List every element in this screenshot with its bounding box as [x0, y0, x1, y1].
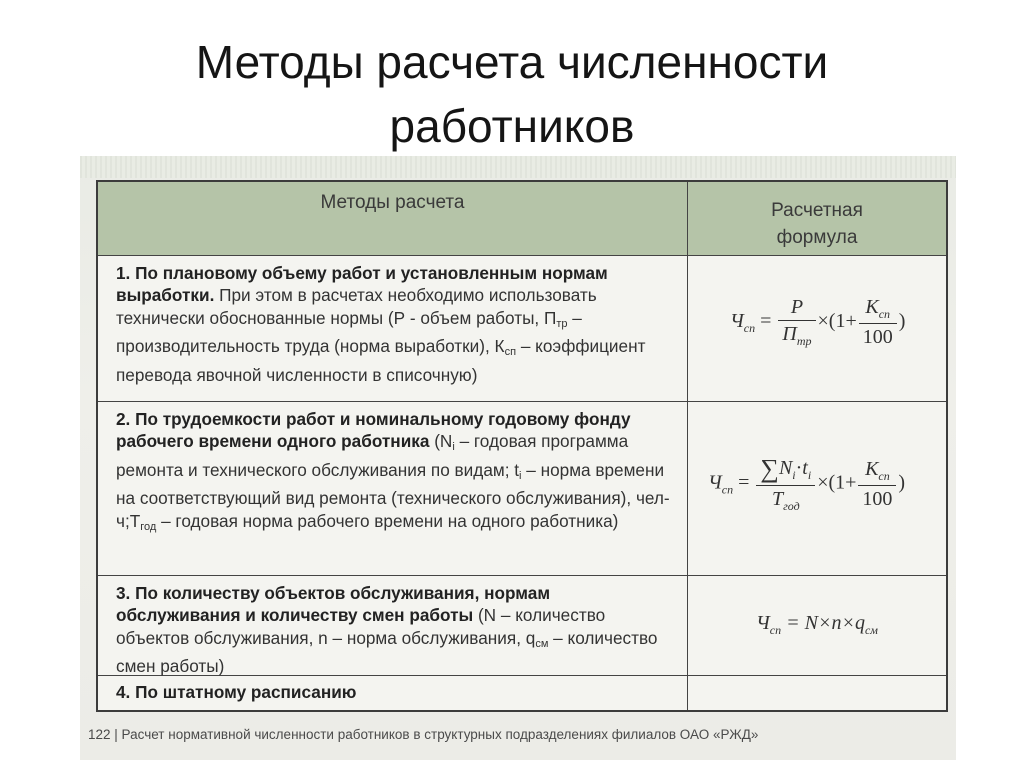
formula-fraction — [756, 454, 815, 514]
method-cell — [98, 256, 688, 401]
method-cell — [98, 676, 688, 710]
method-desc: – норма времени на соответствующий вид ремонта (технического обслуживания), чел-ч;T — [116, 459, 670, 531]
slide-title — [0, 30, 1024, 158]
formula-operator: = — [738, 471, 750, 494]
title-line-1: Методы расчета численности — [195, 36, 829, 88]
method-title: 4. По штатному расписанию — [116, 682, 357, 702]
method-desc: – производительность труда (норма выработки), К — [116, 307, 582, 357]
formula-symbol: Ч — [756, 612, 770, 634]
table-row — [98, 676, 946, 710]
table-header-row — [98, 182, 946, 256]
formula-subscript: i — [792, 468, 796, 482]
formula-cell — [688, 402, 946, 575]
page-number: 122 — [88, 727, 111, 742]
method-desc: При этом в расчетах необходимо использовать технически обоснованные нормы (Р - объем работы, П — [116, 285, 597, 328]
formula-3 — [688, 612, 946, 638]
formula-subscript: см — [864, 623, 878, 637]
table-row — [98, 402, 946, 576]
formula-symbol: П — [782, 323, 797, 345]
formula-operator: ×(1+ — [817, 310, 857, 333]
fraction-denominator: 100 — [862, 487, 893, 510]
fraction-numerator: P — [778, 296, 815, 321]
method-title: 3. По количеству объектов обслуживания, нормам обслуживания и количеству смен работы — [116, 583, 551, 626]
fraction-denominator — [756, 486, 815, 514]
formula-cell — [688, 576, 946, 675]
method-cell — [98, 576, 688, 675]
method-title: 1. По плановому объему работ и установленным нормам выработки. — [116, 263, 608, 306]
method-text — [116, 262, 676, 386]
fraction-numerator — [756, 454, 815, 486]
title-line-2: работников — [389, 100, 635, 152]
table-row — [98, 576, 946, 676]
subscript: i — [452, 441, 455, 454]
formula-cell — [688, 676, 946, 710]
footer-text: | Расчет нормативной численности работников в структурных подразделениях филиалов ОАО «РЖД» — [114, 727, 759, 742]
method-text — [116, 681, 676, 703]
formula-symbol: К — [865, 296, 879, 318]
formula-operator: ×(1+ — [817, 471, 857, 494]
formula-subscript: сп — [769, 623, 782, 637]
method-text — [116, 582, 676, 678]
method-desc: (N – количество объектов обслуживания, n – норма обслуживания, q — [116, 605, 606, 648]
formula-operator: · — [795, 457, 803, 479]
formula-fraction — [778, 296, 815, 349]
sum-symbol: ∑ — [760, 454, 779, 483]
formula-symbol: К — [865, 457, 879, 480]
formula-expression: = N×n×q — [786, 612, 865, 634]
formula-operator: = — [760, 310, 772, 333]
formula-operator: ) — [898, 471, 906, 494]
method-cell — [98, 402, 688, 575]
header-methods-cell — [98, 182, 688, 255]
header-formula-line1: Расчетная — [771, 200, 863, 221]
subscript: i — [519, 469, 522, 482]
formula-symbol: T — [771, 488, 784, 510]
methods-table — [96, 180, 948, 712]
fraction-numerator — [858, 458, 896, 486]
formula-subscript: i — [807, 468, 812, 482]
formula-2 — [688, 454, 946, 514]
formula-subscript: сп — [878, 468, 890, 483]
formula-symbol: t — [802, 457, 808, 479]
fraction-numerator — [859, 296, 897, 324]
formula-operator: ) — [898, 310, 906, 333]
method-desc: – годовая норма рабочего времени на одного работника) — [156, 510, 619, 531]
subscript: год — [140, 520, 157, 533]
page-footer — [88, 727, 948, 742]
subscript: см — [535, 637, 549, 650]
formula-1 — [688, 296, 946, 349]
scan-edge — [80, 156, 956, 178]
formula-subscript: сп — [721, 482, 734, 497]
formula-subscript: сп — [743, 321, 756, 336]
formula-fraction — [859, 296, 897, 349]
method-desc: – годовая программа ремонта и технического обслуживания по видам; t — [116, 431, 629, 480]
header-formula-cell — [688, 182, 946, 255]
formula-subscript: тр — [796, 334, 812, 348]
formula-subscript: год — [783, 499, 800, 513]
method-text — [116, 408, 676, 538]
formula-symbol: Ч — [730, 310, 744, 333]
formula-subscript: сп — [878, 307, 891, 321]
formula-fraction — [858, 458, 896, 511]
header-formula-line2: формула — [776, 227, 858, 248]
subscript: сп — [504, 346, 517, 359]
method-desc: – коэффициент перевода явочной численности в списочную) — [116, 336, 646, 385]
formula-symbol: Ч — [708, 471, 722, 494]
method-desc: – количество смен работы) — [116, 627, 658, 677]
method-title: 2. По трудоемкости работ и номинальному годовому фонду рабочего времени одного работника — [116, 409, 631, 452]
fraction-denominator — [778, 321, 815, 349]
fraction-denominator: 100 — [862, 326, 893, 348]
header-methods: Методы расчета — [320, 192, 465, 213]
method-desc: (N — [429, 431, 453, 452]
subscript: тр — [556, 317, 568, 330]
formula-symbol: N — [778, 457, 793, 479]
table-row — [98, 256, 946, 402]
formula-cell — [688, 256, 946, 401]
